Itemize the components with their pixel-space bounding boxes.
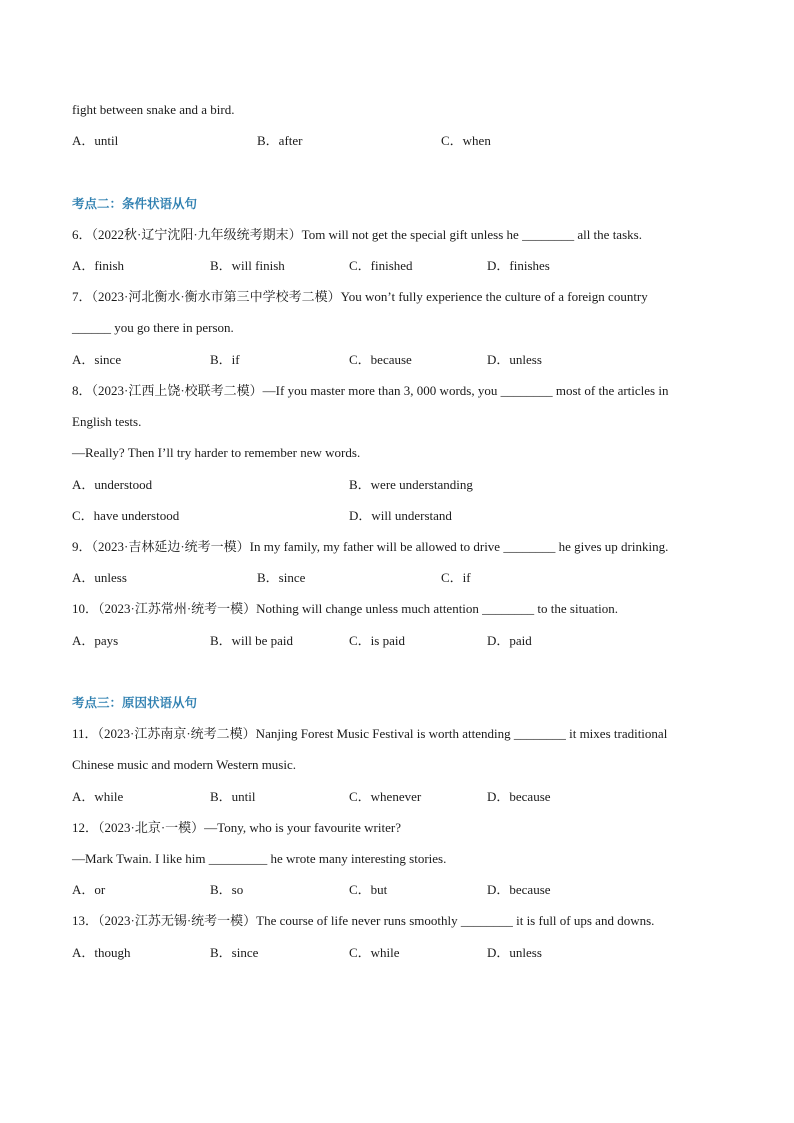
section-heading: 考点二：条件状语从句 [72,196,198,211]
option-d: D．finishes [487,258,550,273]
option-c: C．if [441,570,471,585]
option-a: A．though [72,945,131,960]
question-9: 9．（2023·吉林延边·统考一模）In my family, my father will be allowed to drive ________ he gives up drinking. [72,539,669,554]
option-c: C．while [349,945,400,960]
option-c: C．finished [349,258,413,273]
question-8-line3: —Really? Then I’ll try harder to remember new words. [72,445,361,460]
question-8: 8．（2023·江西上饶·校联考二模）—If you master more than 3, 000 words, you ________ most of the articles in [72,383,669,398]
question-text-continued: fight between snake and a bird. [72,102,235,117]
question-13: 13．（2023·江苏无锡·统考一模）The course of life never runs smoothly ________ it is full of ups and downs. [72,913,655,928]
question-10: 10．（2023·江苏常州·统考一模）Nothing will change unless much attention ________ to the situation. [72,601,618,616]
option-d: D．unless [487,352,542,367]
option-d: D．will understand [349,508,452,523]
option-b: B．since [257,570,306,585]
question-11-line2: Chinese music and modern Western music. [72,757,297,772]
section-heading: 考点三：原因状语从句 [72,695,198,710]
question-12-line2: —Mark Twain. I like him _________ he wrote many interesting stories. [72,851,447,866]
option-d: D．because [487,789,551,804]
option-b: B．until [210,789,256,804]
option-d: D．unless [487,945,542,960]
option-d: D．because [487,882,551,897]
option-b: B．if [210,352,240,367]
option-d: D．paid [487,633,532,648]
option-b: B．after [257,133,303,148]
question-8-line2: English tests. [72,414,142,429]
option-a: A．unless [72,570,127,585]
option-a: A．while [72,789,124,804]
option-c: C．whenever [349,789,422,804]
option-a: A．or [72,882,106,897]
option-c: C．but [349,882,388,897]
option-c: C．is paid [349,633,405,648]
option-a: A．until [72,133,119,148]
option-b: B．will be paid [210,633,294,648]
question-7: 7．（2023·河北衡水·衡水市第三中学校考二模）You won’t fully experience the culture of a foreign country [72,289,648,304]
option-a: A．finish [72,258,125,273]
option-b: B．will finish [210,258,285,273]
question-6: 6．（2022秋·辽宁沈阳·九年级统考期末）Tom will not get the special gift unless he ________ all the tasks. [72,227,642,242]
option-a: A．pays [72,633,119,648]
question-7-line2: ______ you go there in person. [72,320,234,335]
option-c: C．when [441,133,491,148]
option-c: C．have understood [72,508,180,523]
question-11: 11．（2023·江苏南京·统考二模）Nanjing Forest Music Festival is worth attending ________ it mixes traditional [72,726,668,741]
option-c: C．because [349,352,412,367]
option-b: B．were understanding [349,477,473,492]
option-b: B．since [210,945,259,960]
option-b: B．so [210,882,244,897]
option-a: A．since [72,352,122,367]
question-12: 12．（2023·北京·一模）—Tony, who is your favourite writer? [72,820,401,835]
option-a: A．understood [72,477,153,492]
